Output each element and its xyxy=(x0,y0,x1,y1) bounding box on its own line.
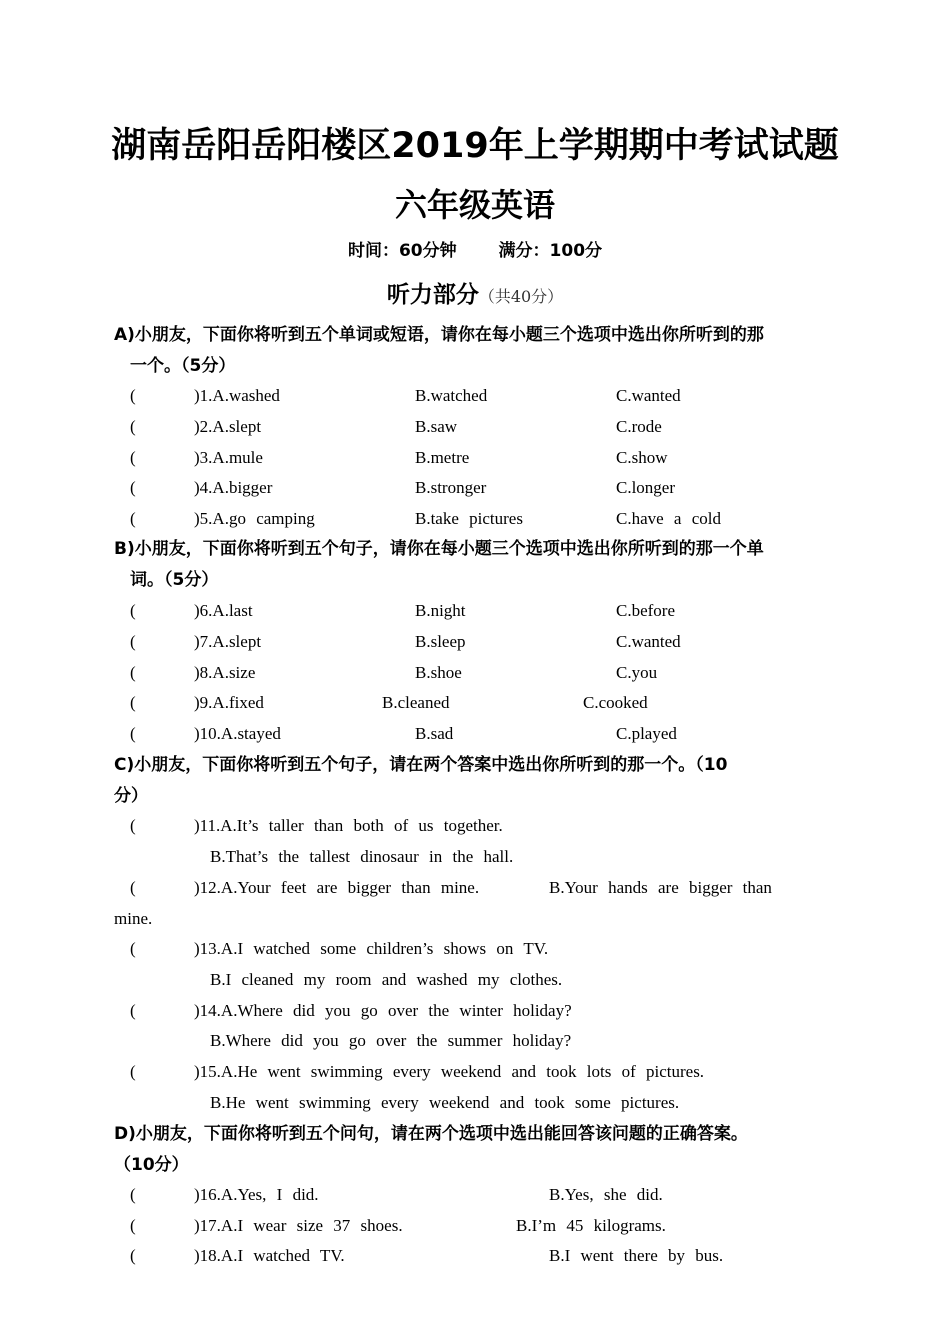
question-row: ( )7.A.slept B.sleep C.wanted xyxy=(130,632,681,651)
question-row: B.Where did you go over the summer holiday? xyxy=(210,1031,572,1050)
question-row: ( )4.A.bigger B.stronger C.longer xyxy=(130,478,676,497)
exam-score: 满分：100分 xyxy=(498,241,603,261)
question-row: ( )5.A.go camping B.take pictures C.have a cold xyxy=(130,509,721,528)
question-row: ( )3.A.mule B.metre C.show xyxy=(130,448,668,467)
exam-time: 时间：60分钟 xyxy=(347,241,457,261)
question-row: ( )18.A.I watched TV. B.I went there by bus. xyxy=(130,1246,724,1265)
question-row: ( )2.A.slept B.saw C.rode xyxy=(130,417,662,436)
part-name: 听力部分 xyxy=(386,282,479,308)
question-row: ( )10.A.stayed B.sad C.played xyxy=(130,724,677,743)
exam-info xyxy=(0,236,950,261)
section-a-instructions: A)小朋友，下面你将听到五个单词或短语，请你在每小题三个选项中选出你所听到的那 一个。（5分） xyxy=(114,325,764,376)
question-row: ( )8.A.size B.shoe C.you xyxy=(130,663,658,682)
question-row: ( )15.A.He went swimming every weekend and took lots of pictures. xyxy=(130,1062,705,1081)
question-row: ( )17.A.I wear size 37 shoes. B.I’m 45 kilograms. xyxy=(130,1216,666,1235)
question-row: ( )12.A.Your feet are bigger than mine. B.Your hands are bigger than xyxy=(130,878,772,897)
question-row: ( )6.A.last B.night C.before xyxy=(130,601,676,620)
section-b-instructions: B)小朋友，下面你将听到五个句子，请你在每小题三个选项中选出你所听到的那一个单 词。（5分） xyxy=(114,539,764,590)
question-row: ( )13.A.I watched some children’s shows on TV. xyxy=(130,939,549,958)
question-row: B.That’s the tallest dinosaur in the hall. xyxy=(210,847,514,866)
question-row: ( )11.A.It’s taller than both of us together. xyxy=(130,816,503,835)
exam-subtitle: 六年级英语 xyxy=(394,186,555,224)
part-heading xyxy=(0,276,950,309)
question-row: ( )16.A.Yes, I did. B.Yes, she did. xyxy=(130,1185,663,1204)
exam-title: 湖南岳阳岳阳楼区2019年上学期期中考试试题 xyxy=(111,126,839,166)
section-d-instructions: D)小朋友，下面你将听到五个问句，请在两个选项中选出能回答该问题的正确答案。 （10分） xyxy=(114,1124,748,1175)
question-row: mine. xyxy=(114,909,153,928)
section-c-instructions: C)小朋友，下面你将听到五个句子，请在两个答案中选出你所听到的那一个。（10 分） xyxy=(114,755,728,806)
question-row: B.I cleaned my room and washed my clothes. xyxy=(210,970,563,989)
part-points: （共40分） xyxy=(478,287,564,306)
question-row: ( )1.A.washed B.watched C.wanted xyxy=(130,386,681,405)
question-row: ( )9.A.fixed B.cleaned C.cooked xyxy=(130,693,648,712)
question-row: ( )14.A.Where did you go over the winter holiday? xyxy=(130,1001,572,1020)
question-row: B.He went swimming every weekend and took some pictures. xyxy=(210,1093,680,1112)
